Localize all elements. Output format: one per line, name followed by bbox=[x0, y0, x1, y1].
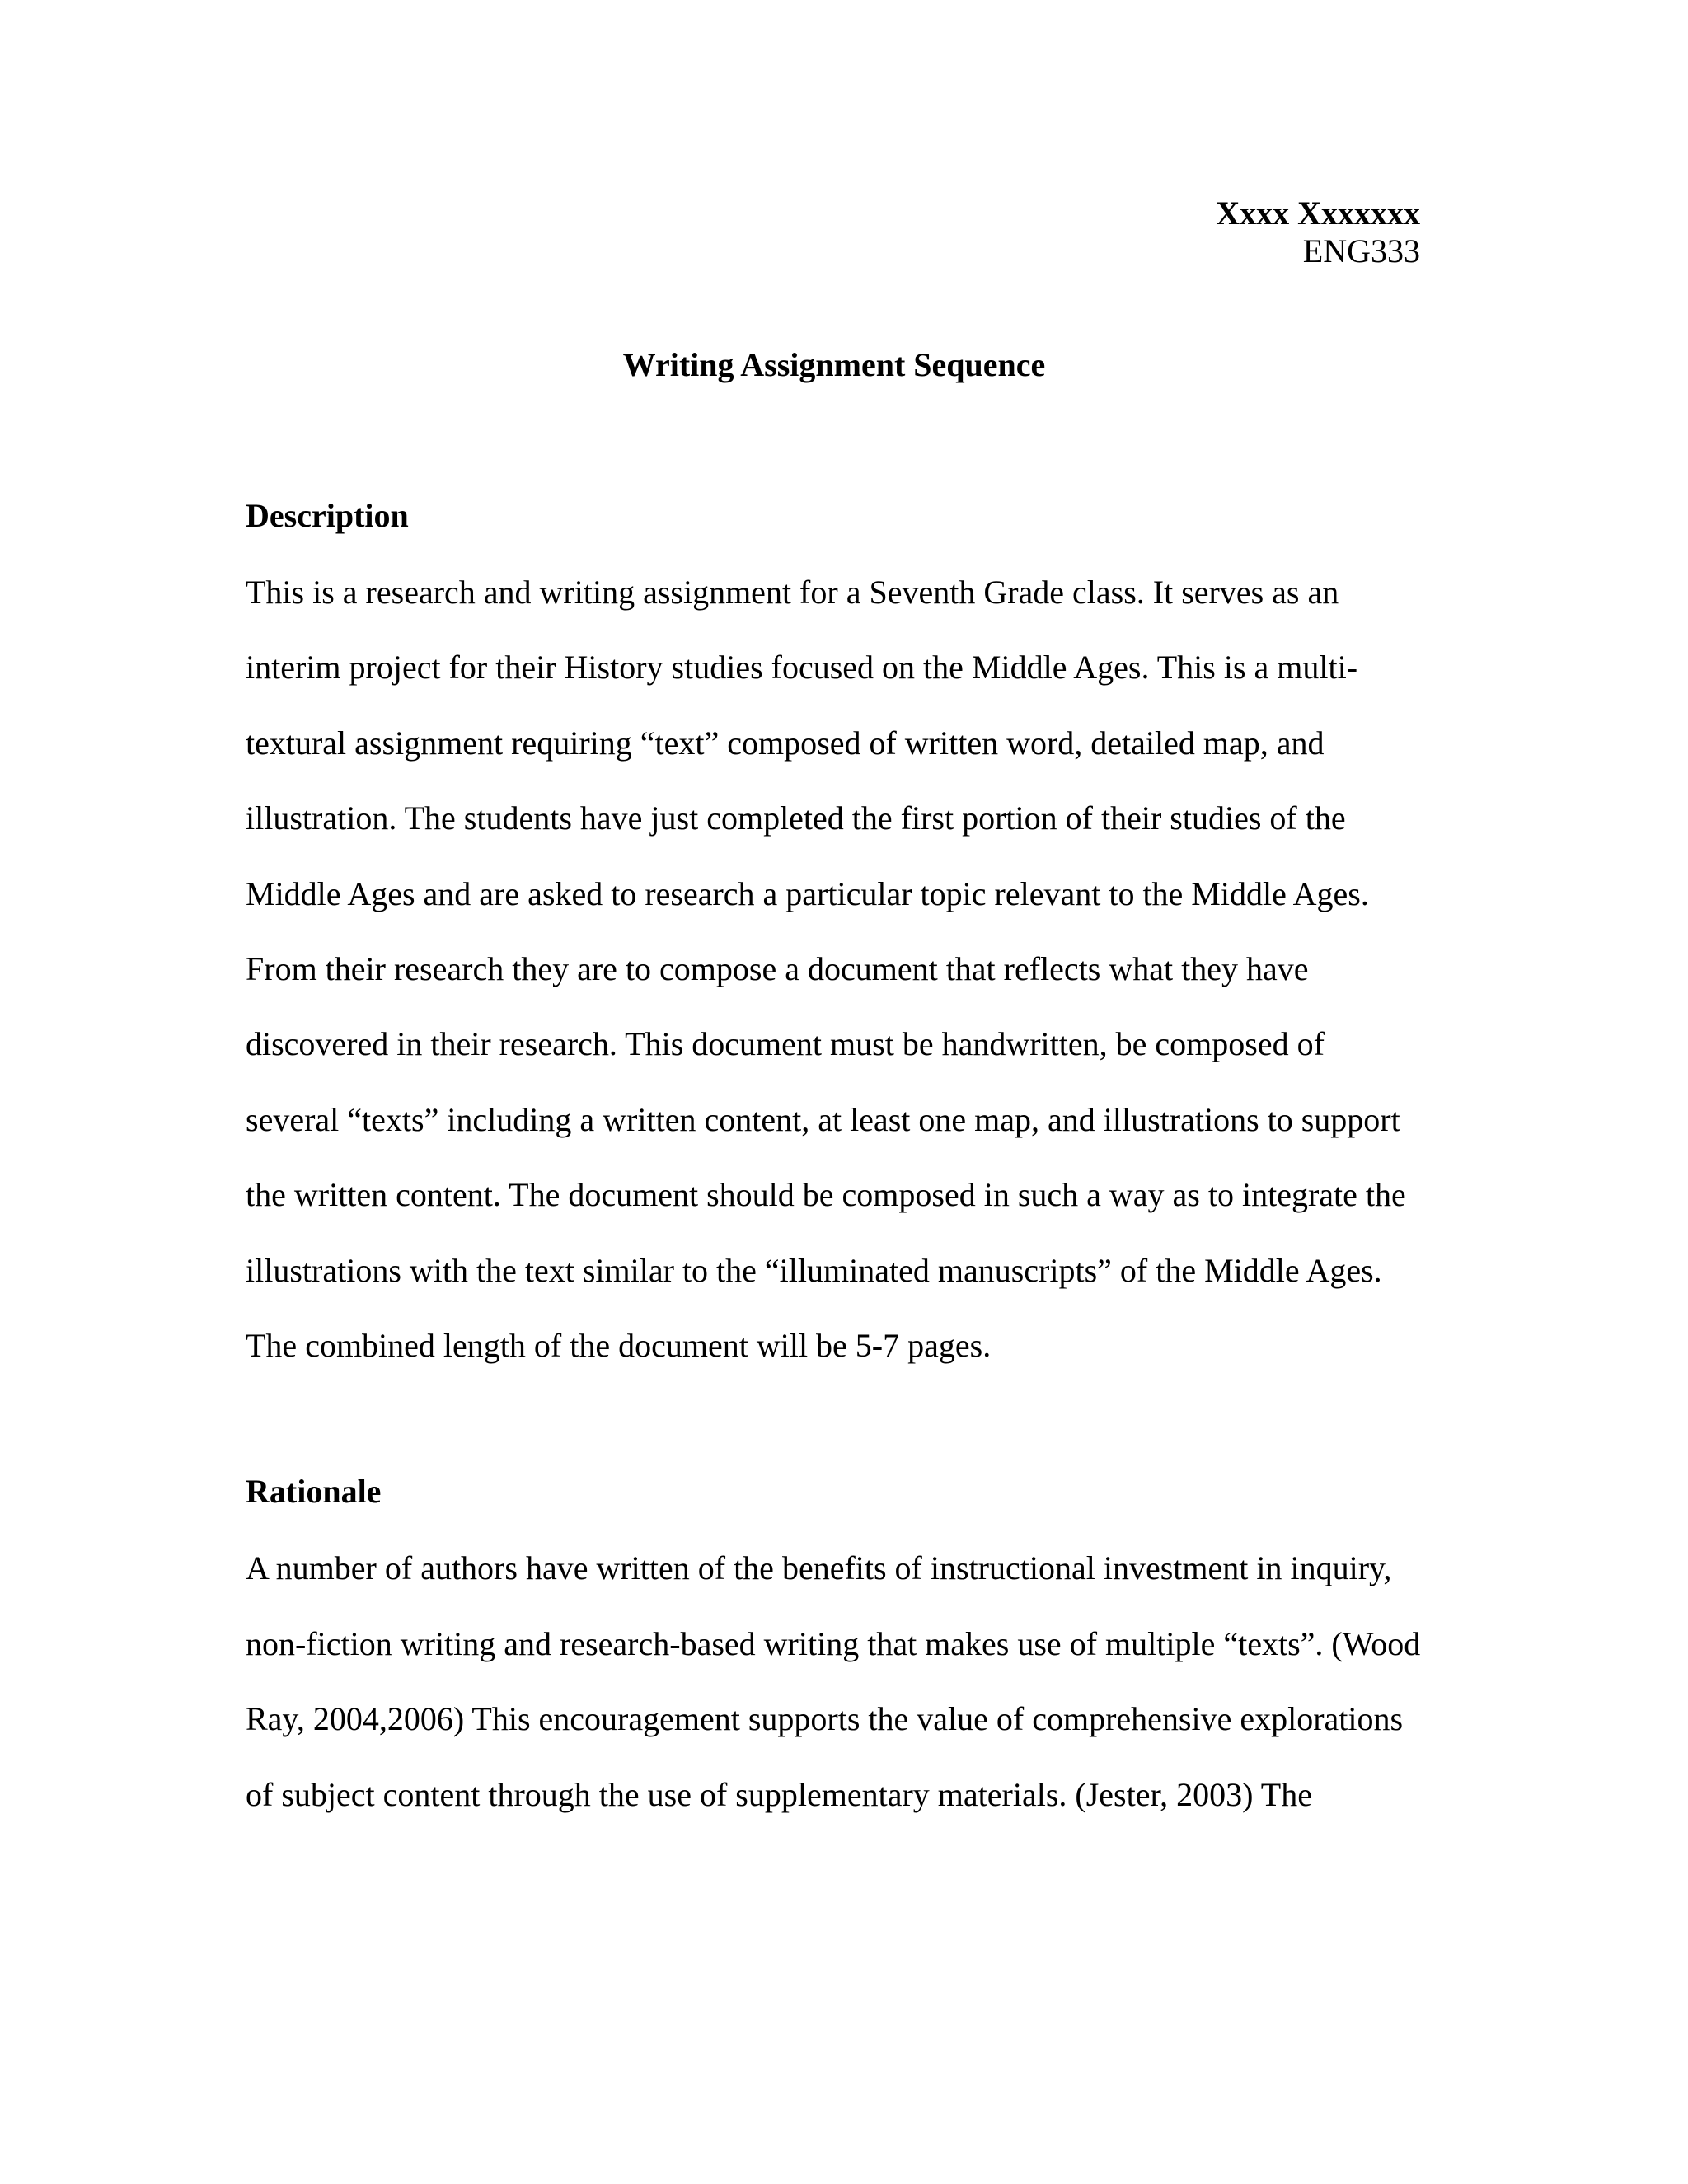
description-line: discovered in their research. This document must be handwritten, be composed of bbox=[246, 1025, 1325, 1063]
rationale-body bbox=[246, 1549, 1420, 1851]
description-heading: Description bbox=[246, 497, 409, 534]
rationale-line: of subject content through the use of supplementary materials. (Jester, 2003) The bbox=[246, 1775, 1312, 1813]
rationale-line: Ray, 2004,2006) This encouragement supports the value of comprehensive explorations bbox=[246, 1700, 1404, 1738]
description-line: This is a research and writing assignment for a Seventh Grade class. It serves as an bbox=[246, 574, 1339, 611]
description-line: The combined length of the document will be 5-7 pages. bbox=[246, 1326, 992, 1364]
description-line: interim project for their History studies focused on the Middle Ages. This is a multi- bbox=[246, 649, 1358, 687]
description-line: illustration. The students have just completed the first portion of their studies of the bbox=[246, 799, 1346, 837]
description-line: From their research they are to compose a document that reflects what they have bbox=[246, 949, 1309, 987]
description-line: Middle Ages and are asked to research a particular topic relevant to the Middle Ages. bbox=[246, 874, 1369, 912]
rationale-heading: Rationale bbox=[246, 1473, 382, 1510]
document-title: Writing Assignment Sequence bbox=[622, 346, 1046, 383]
description-line: the written content. The document should be composed in such a way as to integrate the bbox=[246, 1176, 1406, 1214]
author-name: Xxxx Xxxxxxx bbox=[1216, 194, 1420, 232]
description-line: several “texts” including a written content, at least one map, and illustrations to support bbox=[246, 1100, 1400, 1138]
description-line: textural assignment requiring “text” composed of written word, detailed map, and bbox=[246, 724, 1325, 762]
description-line: illustrations with the text similar to the “illuminated manuscripts” of the Middle Ages. bbox=[246, 1251, 1382, 1289]
document-header bbox=[1216, 194, 1420, 270]
description-body bbox=[246, 574, 1406, 1402]
rationale-line: non-fiction writing and research-based writing that makes use of multiple “texts”. (Wood bbox=[246, 1624, 1421, 1662]
rationale-line: A number of authors have written of the benefits of instructional investment in inquiry, bbox=[246, 1549, 1392, 1586]
course-code: ENG333 bbox=[1302, 232, 1420, 269]
